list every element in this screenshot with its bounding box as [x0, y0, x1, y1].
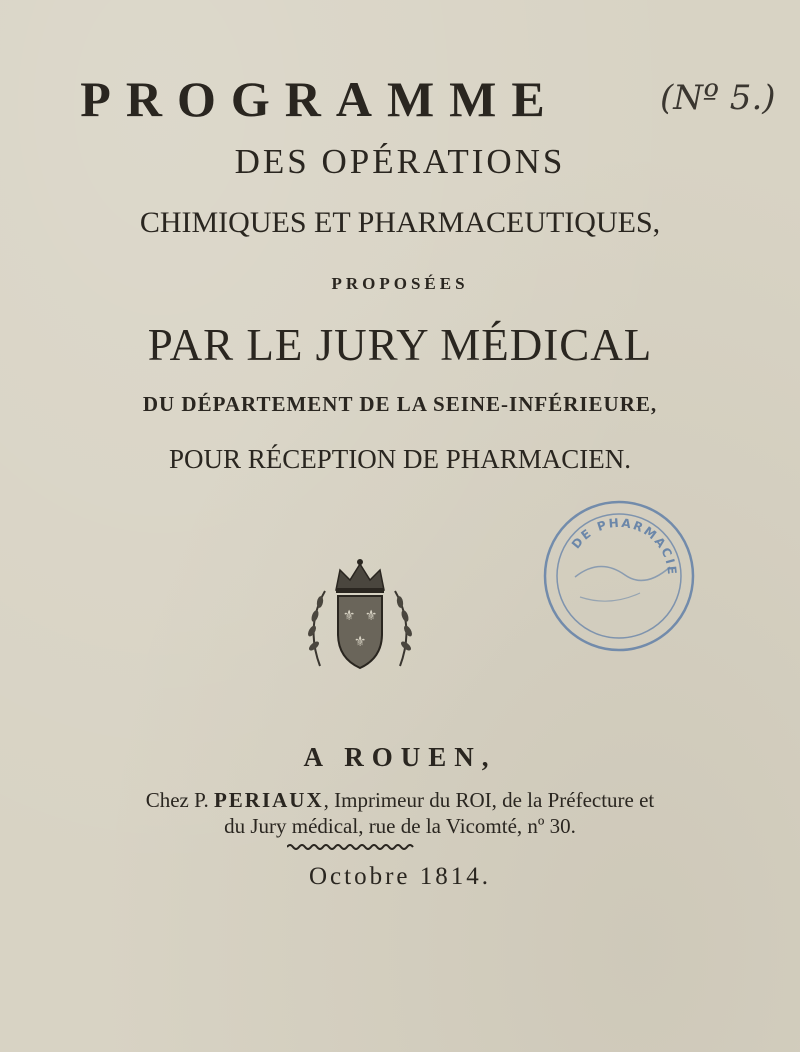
handwritten-number-note: (Nº 5.) — [660, 78, 776, 118]
library-stamp — [540, 497, 698, 655]
heading-programme: PROGRAMME — [80, 71, 560, 127]
ornamental-rule — [287, 842, 417, 852]
heading-department: DU DÉPARTEMENT DE LA SEINE-INFÉRIEURE, — [142, 392, 658, 416]
heading-jury: PAR LE JURY MÉDICAL — [147, 320, 653, 370]
royal-arms-emblem — [300, 556, 420, 676]
imprint-chez: Chez P. — [145, 788, 209, 812]
heading-operations: DES OPÉRATIONS — [234, 142, 566, 181]
imprint-printer-line — [0, 788, 800, 813]
svg-text:DE PHARMACIE — [569, 516, 679, 577]
stamp-text: DE PHARMACIE — [568, 515, 680, 577]
heading-purpose: POUR RÉCEPTION DE PHARMACIEN. — [168, 444, 632, 474]
svg-text:⚜: ⚜ — [364, 608, 378, 624]
imprint-address: du Jury médical, rue de la Vicomté, nº 30. — [224, 814, 576, 838]
imprint-printer-rest: , Imprimeur du ROI, de la Préfecture et — [323, 788, 655, 812]
svg-text:⚜: ⚜ — [353, 634, 367, 650]
imprint-city: A ROUEN, — [303, 742, 497, 772]
heading-chemical: CHIMIQUES ET PHARMACEUTIQUES, — [139, 206, 661, 239]
imprint-date: Octobre 1814. — [308, 863, 492, 890]
imprint-printer-name: PERIAUX — [213, 788, 324, 812]
heading-proposed: PROPOSÉES — [331, 274, 469, 293]
svg-text:⚜: ⚜ — [342, 608, 356, 624]
